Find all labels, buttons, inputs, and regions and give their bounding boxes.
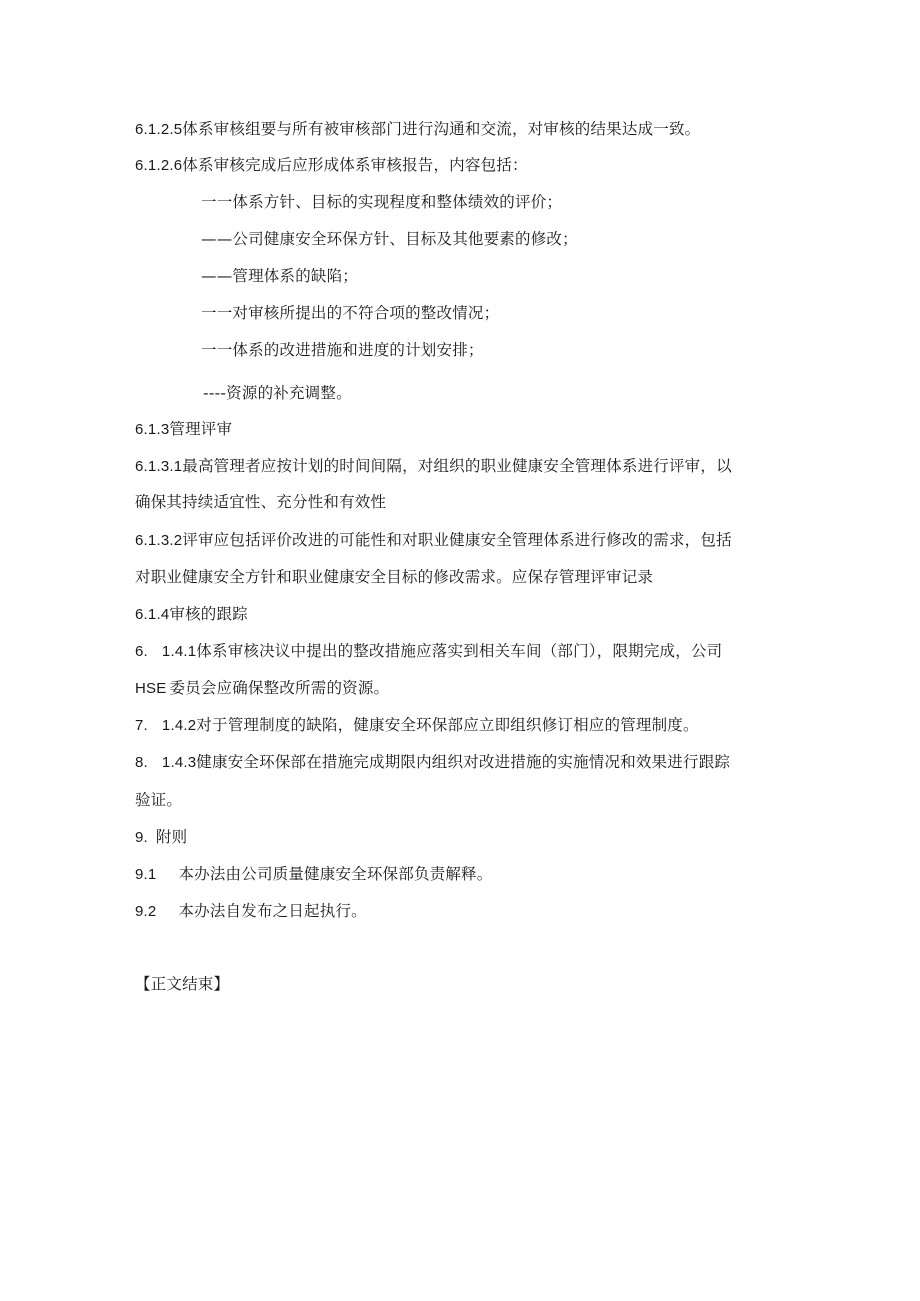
clause-6-1-3-1 <box>135 455 732 478</box>
clause-1-4-1-continued <box>135 677 389 700</box>
clause-text: 审核的跟踪 <box>169 605 248 623</box>
clause-1-4-3 <box>135 751 730 774</box>
clause-text: 对于管理制度的缺陷，健康安全环保部应立即组织修订相应的管理制度。 <box>196 716 699 734</box>
abbreviation-hse: HSE <box>135 680 167 697</box>
clause-number: 9.1 <box>135 866 157 883</box>
report-item-policy-modification <box>201 228 578 250</box>
clause-text: 验证。 <box>135 791 183 809</box>
list-item-text: ----资源的补充调整。 <box>203 384 352 402</box>
clause-number: 6.1.3.1 <box>135 458 183 475</box>
clause-number: 1.4.2 <box>161 717 197 734</box>
clause-text: 确保其持续适宜性、充分性和有效性 <box>135 493 387 511</box>
clause-6-1-3-2 <box>135 529 732 552</box>
clause-number: 6.1.3 <box>135 421 170 438</box>
clause-1-4-3-continued <box>135 789 182 811</box>
clause-text: 体系审核组要与所有被审核部门进行沟通和交流，对审核的结果达成一致。 <box>182 120 701 138</box>
end-marker-text: 【正文结束】 <box>135 975 230 993</box>
end-of-text-marker <box>135 973 229 995</box>
clause-text: 评审应包括评价改进的可能性和对职业健康安全管理体系进行修改的需求，包括 <box>182 531 732 549</box>
report-item-nonconformity <box>201 302 499 324</box>
clause-number: 6.1.2.5 <box>135 121 183 138</box>
clause-text: 体系审核完成后应形成体系审核报告，内容包括： <box>182 156 528 174</box>
list-number: 8. <box>135 754 148 771</box>
clause-6-1-3-1-continued <box>135 491 386 513</box>
clause-1-4-2 <box>135 714 699 737</box>
list-item-text: 一一对审核所提出的不符合项的整改情况； <box>201 304 500 322</box>
clause-1-4-1 <box>135 640 722 663</box>
clause-number: 9.2 <box>135 903 157 920</box>
clause-text: 本办法自发布之日起执行。 <box>178 902 367 920</box>
list-item-text: 一一体系的改进措施和进度的计划安排； <box>201 341 484 359</box>
report-item-policy-evaluation <box>201 191 562 213</box>
clause-number: 6.1.4 <box>135 606 170 623</box>
clause-number: 6.1.2.6 <box>135 157 183 174</box>
list-item-text: ——管理体系的缺陷； <box>201 267 359 285</box>
clause-text: 最高管理者应按计划的时间间隔，对组织的职业健康安全管理体系进行评审，以 <box>182 457 732 475</box>
section-9-heading <box>135 826 187 849</box>
section-6-1-3-heading <box>135 418 232 441</box>
clause-text: 委员会应确保整改所需的资源。 <box>169 679 390 697</box>
list-number: 9. <box>135 829 148 846</box>
clause-6-1-3-2-continued <box>135 566 653 588</box>
clause-number: 1.4.3 <box>161 754 197 771</box>
clause-text: 附则 <box>155 828 188 846</box>
clause-text: 对职业健康安全方针和职业健康安全目标的修改需求。应保存管理评审记录 <box>135 568 654 586</box>
clause-9-1 <box>135 863 492 886</box>
report-item-resources <box>203 382 352 404</box>
clause-6-1-2-5 <box>135 118 700 141</box>
section-6-1-4-heading <box>135 603 248 626</box>
clause-text: 管理评审 <box>169 420 233 438</box>
report-item-system-defects <box>201 265 358 287</box>
list-number: 7. <box>135 717 148 734</box>
report-item-improvement-plan <box>201 339 484 361</box>
clause-text: 体系审核决议中提出的整改措施应落实到相关车间（部门），限期完成，公司 <box>196 642 723 660</box>
clause-6-1-2-6 <box>135 154 528 177</box>
clause-text: 健康安全环保部在措施完成期限内组织对改进措施的实施情况和效果进行跟踪 <box>196 753 731 771</box>
clause-number: 6.1.3.2 <box>135 532 183 549</box>
list-item-text: 一一体系方针、目标的实现程度和整体绩效的评价； <box>201 193 563 211</box>
clause-text: 本办法由公司质量健康安全环保部负责解释。 <box>178 865 493 883</box>
clause-9-2 <box>135 900 367 923</box>
clause-number: 1.4.1 <box>161 643 197 660</box>
list-item-text: ——公司健康安全环保方针、目标及其他要素的修改； <box>201 230 578 248</box>
list-number: 6. <box>135 643 148 660</box>
